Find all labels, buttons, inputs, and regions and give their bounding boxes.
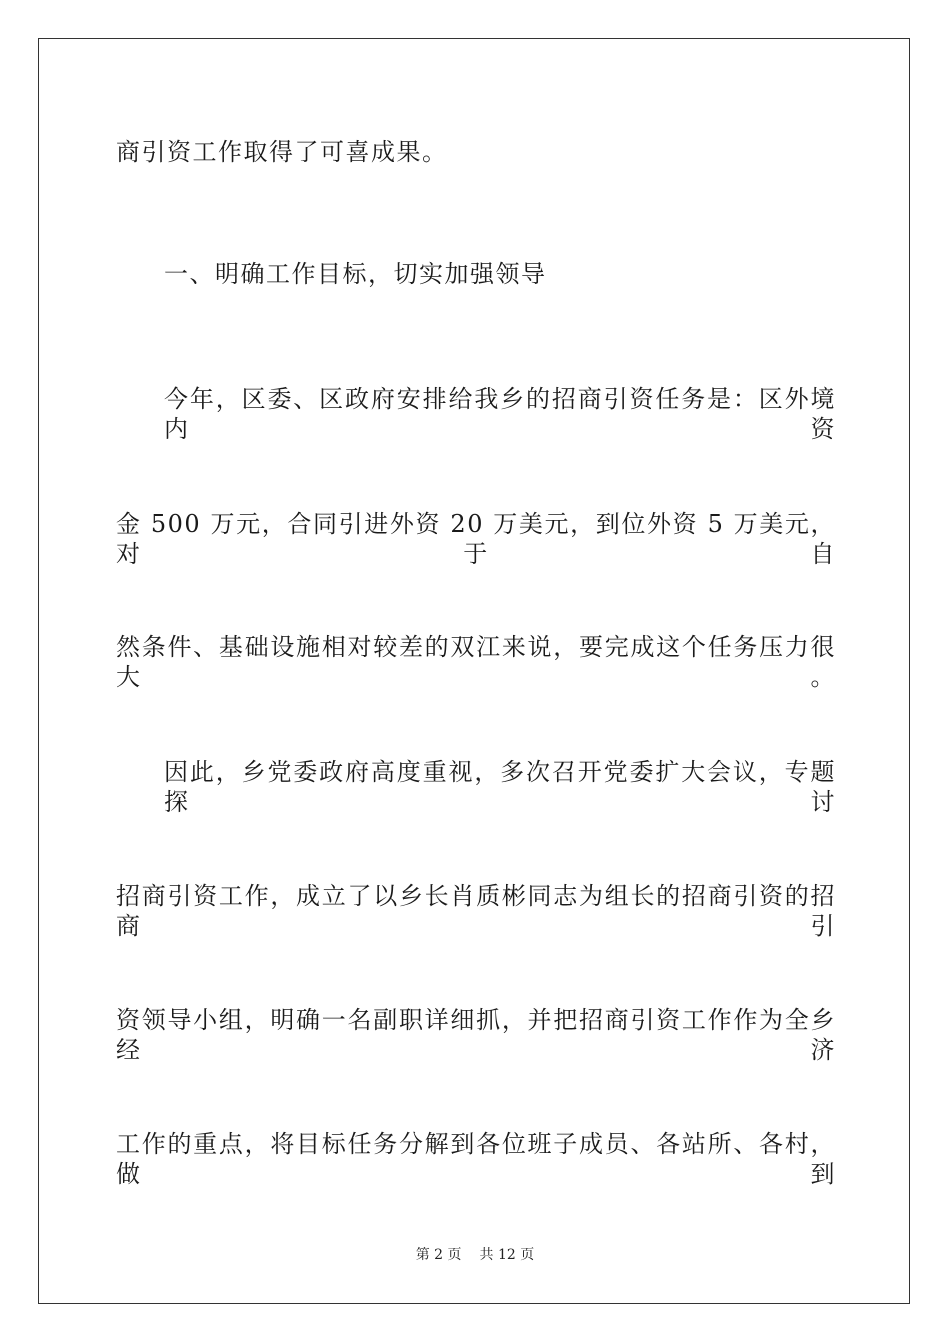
text-line-6: 因此，乡党委政府高度重视，多次召开党委扩大会议，专题探讨 [164,758,836,816]
page-number: 第 2 页 [415,1247,462,1263]
text-line-3: 今年，区委、区政府安排给我乡的招商引资任务是：区外境内资 [164,385,836,443]
text-line-5: 然条件、基础设施相对较差的双江来说，要完成这个任务压力很大。 [116,633,836,691]
text-line-8: 资领导小组，明确一名副职详细抓，并把招商引资工作作为全乡经济 [116,1006,836,1064]
page-total: 共 12 页 [479,1247,535,1263]
page-footer [0,1246,950,1264]
section-heading: 一、明确工作目标，切实加强领导 [164,260,547,288]
text-line-1: 商引资工作取得了可喜成果。 [116,138,448,166]
text-line-7: 招商引资工作，成立了以乡长肖质彬同志为组长的招商引资的招商引 [116,882,836,940]
text-line-9: 工作的重点，将目标任务分解到各位班子成员、各站所、各村，做到 [116,1130,836,1188]
text-line-4: 金 500 万元，合同引进外资 20 万美元，到位外资 5 万美元，对于自 [116,510,836,568]
